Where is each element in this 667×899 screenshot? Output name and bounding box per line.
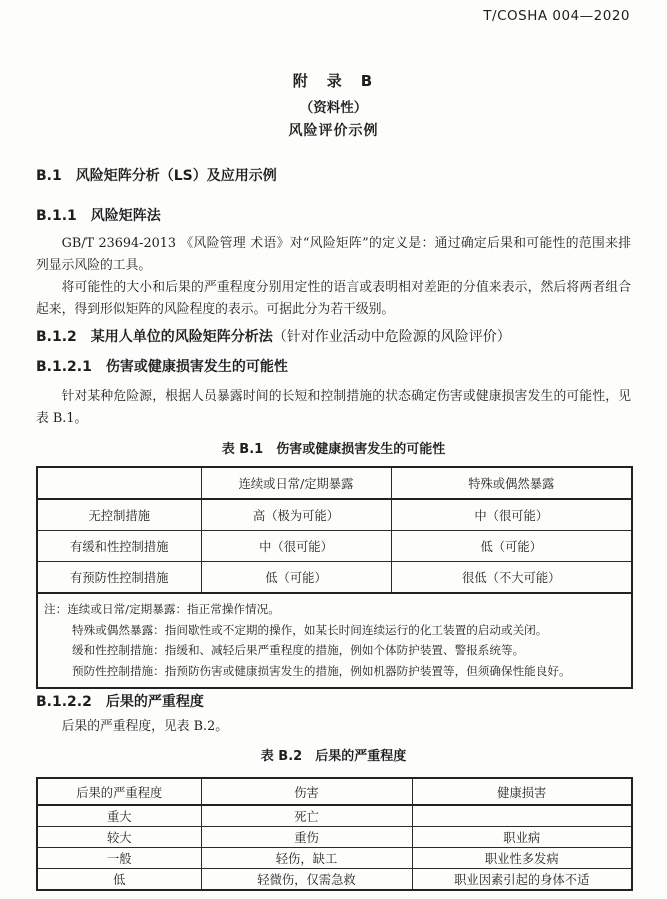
heading-b12-note: （针对作业活动中危险源的风险评价） xyxy=(272,329,511,345)
table-b2 xyxy=(36,777,633,891)
table-b1-header-row xyxy=(37,467,632,499)
table-cell: 重伤 xyxy=(201,827,412,848)
table-cell: 有预防性控制措施 xyxy=(37,562,201,594)
table-header-cell: 连续或日常/定期暴露 xyxy=(201,467,391,499)
table-cell: 轻伤，缺工 xyxy=(201,848,412,869)
heading-b1 xyxy=(36,165,631,185)
table-cell: 职业病 xyxy=(412,827,632,848)
table-cell: 中（很可能） xyxy=(201,531,391,562)
paragraph-matrix-method: 将可能性的大小和后果的严重程度分别用定性的语言或表明相对差距的分值来表示，然后将两者组合起来，得到形似矩阵的风险程度的表示。可据此分为若干级别。 xyxy=(36,280,631,317)
table-cell: 低（可能） xyxy=(201,562,391,594)
table-cell: 有缓和性控制措施 xyxy=(37,531,201,562)
table-b2-caption: 表 B.2 后果的严重程度 xyxy=(260,749,407,764)
table-cell: 死亡 xyxy=(201,805,412,827)
paragraph-severity: 后果的严重程度，见表 B.2。 xyxy=(61,719,229,734)
heading-b11 xyxy=(36,205,631,225)
table-row xyxy=(37,805,632,827)
table-header-cell: 特殊或偶然暴露 xyxy=(391,467,632,499)
table-cell: 职业因素引起的身体不适 xyxy=(412,869,632,891)
table-cell: 高（极为可能） xyxy=(201,499,391,531)
doc-number: T/COSHA 004—2020 xyxy=(483,8,630,24)
note-line: 预防性控制措施：指预防伤害或健康损害发生的措施，例如机器防护装置等，但须确保性能良好。 xyxy=(72,663,571,678)
table-cell: 一般 xyxy=(37,848,201,869)
table-cell: 低（可能） xyxy=(391,531,632,562)
table-cell xyxy=(412,805,632,827)
appendix-type: （资料性） xyxy=(299,100,368,116)
table-row xyxy=(37,531,632,562)
heading-b121-number: B.1.2.1 xyxy=(36,359,92,375)
note-line: 注：连续或日常/定期暴露：指正常操作情况。 xyxy=(44,602,280,616)
paragraph-likelihood: 针对某种危险源，根据人员暴露时间的长短和控制措施的状态确定伤害或健康损害发生的可能性，见表 B.1。 xyxy=(36,389,631,426)
table-b1-note-row xyxy=(37,593,632,688)
heading-b12-number: B.1.2 xyxy=(36,329,77,345)
table-b2-header-row xyxy=(37,778,632,805)
table-row xyxy=(37,869,632,891)
appendix-title: 附 录 B xyxy=(292,72,375,90)
table-cell: 很低（不大可能） xyxy=(391,562,632,594)
table-header-cell: 后果的严重程度 xyxy=(37,778,201,805)
table-row xyxy=(37,848,632,869)
note-line: 特殊或偶然暴露：指间歇性或不定期的操作，如某长时间连续运行的化工装置的启动或关闭。 xyxy=(72,622,548,637)
heading-b11-number: B.1.1 xyxy=(36,208,77,224)
table-cell: 较大 xyxy=(37,827,201,848)
table-b1 xyxy=(36,466,633,689)
heading-b1-title: 风险矩阵分析（LS）及应用示例 xyxy=(75,168,277,184)
table-cell: 低 xyxy=(37,869,201,891)
table-cell: 轻微伤，仅需急救 xyxy=(201,869,412,891)
note-line: 缓和性控制措施：指缓和、减轻后果严重程度的措施，例如个体防护装置、警报系统等。 xyxy=(72,643,525,657)
paragraph-definition: GB/T 23694-2013 《风险管理 术语》对“风险矩阵”的定义是：通过确定后果和可能性的范围来排列显示风险的工具。 xyxy=(36,236,631,273)
table-row xyxy=(37,827,632,848)
table-b1-notes xyxy=(37,593,632,688)
table-header-cell xyxy=(37,467,201,499)
heading-b1-number: B.1 xyxy=(36,168,62,184)
table-header-cell: 伤害 xyxy=(201,778,412,805)
table-b1-caption: 表 B.1 伤害或健康损害发生的可能性 xyxy=(221,442,446,457)
table-row xyxy=(37,562,632,594)
heading-b11-title: 风险矩阵法 xyxy=(90,208,161,224)
table-header-cell: 健康损害 xyxy=(412,778,632,805)
heading-b121 xyxy=(36,356,631,376)
appendix-subtitle: 风险评价示例 xyxy=(288,123,379,139)
table-cell: 重大 xyxy=(37,805,201,827)
heading-b122-number: B.1.2.2 xyxy=(36,694,92,710)
heading-b121-title: 伤害或健康损害发生的可能性 xyxy=(105,359,288,375)
table-row xyxy=(37,499,632,531)
table-cell: 无控制措施 xyxy=(37,499,201,531)
heading-b12-title: 某用人单位的风险矩阵分析法 xyxy=(90,329,273,345)
heading-b12 xyxy=(36,326,631,346)
heading-b122 xyxy=(36,691,631,711)
table-cell: 中（很可能） xyxy=(391,499,632,531)
table-cell: 职业性多发病 xyxy=(412,848,632,869)
heading-b122-title: 后果的严重程度 xyxy=(105,694,204,710)
